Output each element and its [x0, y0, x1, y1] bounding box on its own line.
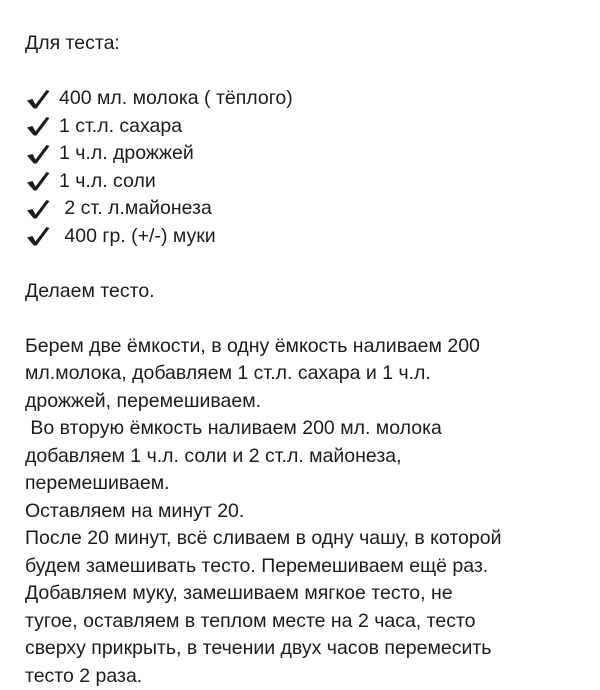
ingredients-heading: Для теста: [25, 30, 585, 58]
ingredient-item [25, 223, 585, 251]
paragraph-line: мл.молока, добавляем 1 ст.л. сахара и 1 ч.л. [25, 360, 585, 388]
paragraph-line: добавляем 1 ч.л. соли и 2 ст.л. майонеза, [25, 443, 585, 471]
checkmark-icon [25, 225, 51, 247]
ingredient-item [25, 195, 585, 223]
ingredient-item [25, 113, 585, 141]
instruction-paragraph [25, 498, 585, 526]
checkmark-icon [25, 170, 51, 192]
checkmark-icon [25, 198, 51, 220]
paragraph-line: Добавляем муку, замешиваем мягкое тесто, не [25, 580, 585, 608]
instruction-paragraph [25, 333, 585, 416]
instruction-paragraph [25, 415, 585, 498]
ingredient-text: 400 гр. (+/-) муки [59, 223, 216, 251]
paragraph-line: После 20 минут, всё сливаем в одну чашу, в которой [25, 525, 585, 553]
blank-line [25, 305, 585, 333]
instruction-paragraph [25, 525, 585, 690]
ingredient-text: 1 ст.л. сахара [59, 113, 182, 141]
checkmark-icon [25, 115, 51, 137]
paragraph-line: дрожжей, перемешиваем. [25, 388, 585, 416]
ingredient-text: 400 мл. молока ( тёплого) [59, 85, 293, 113]
ingredient-text: 2 ст. л.майонеза [59, 195, 212, 223]
ingredient-item [25, 168, 585, 196]
paragraph-line: будем замешивать тесто. Перемешиваем ещё раз. [25, 553, 585, 581]
paragraph-line: Берем две ёмкости, в одну ёмкость наливаем 200 [25, 333, 585, 361]
ingredient-text: 1 ч.л. дрожжей [59, 140, 194, 168]
checkmark-icon [25, 143, 51, 165]
checkmark-icon [25, 88, 51, 110]
recipe-note [25, 30, 585, 690]
paragraph-line: Оставляем на минут 20. [25, 498, 585, 526]
paragraph-line: сверху прикрыть, в течении двух часов перемесить [25, 635, 585, 663]
paragraph-line: Во вторую ёмкость наливаем 200 мл. молока [25, 415, 585, 443]
paragraph-line: перемешиваем. [25, 470, 585, 498]
blank-line [25, 58, 585, 86]
paragraph-line: тесто 2 раза. [25, 663, 585, 690]
ingredient-list [25, 85, 585, 250]
ingredient-text: 1 ч.л. соли [59, 168, 156, 196]
ingredient-item [25, 140, 585, 168]
blank-line [25, 250, 585, 278]
ingredient-item [25, 85, 585, 113]
paragraph-line: тугое, оставляем в теплом месте на 2 часа, тесто [25, 608, 585, 636]
section-title: Делаем тесто. [25, 278, 585, 306]
